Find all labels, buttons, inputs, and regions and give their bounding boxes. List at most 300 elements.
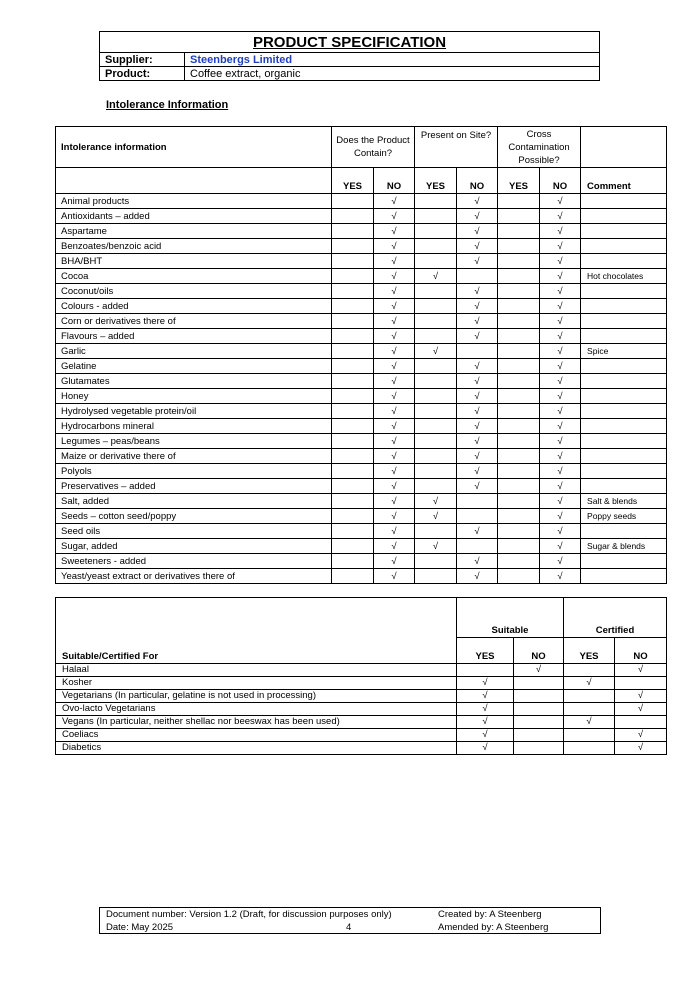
certified-yes-cell (564, 663, 615, 676)
contains-yes-cell (332, 434, 374, 449)
present-no-cell: √ (457, 284, 498, 299)
contains-no-cell: √ (374, 329, 415, 344)
footer-created-by: Created by: A Steenberg (438, 909, 542, 920)
contains-no-cell: √ (374, 314, 415, 329)
cross-yes-cell (498, 209, 540, 224)
yes-header: YES (564, 638, 615, 664)
present-no-cell (457, 269, 498, 284)
contains-no-cell: √ (374, 449, 415, 464)
intolerance-name-cell: Colours - added (56, 299, 332, 314)
intolerance-name-cell: Sweeteners - added (56, 554, 332, 569)
present-no-cell: √ (457, 299, 498, 314)
cross-yes-cell (498, 224, 540, 239)
no-header: NO (540, 168, 581, 194)
certified-no-cell (615, 676, 667, 689)
present-yes-cell (415, 419, 457, 434)
table-row (56, 479, 667, 494)
suitable-group-top (457, 598, 564, 625)
comment-cell (581, 434, 667, 449)
table-row (56, 254, 667, 269)
table-row (56, 419, 667, 434)
contains-no-cell: √ (374, 239, 415, 254)
table-row (56, 344, 667, 359)
footer-doc-number: Document number: Version 1.2 (Draft, for discussion purposes only) (106, 909, 392, 920)
certified-no-cell: √ (615, 741, 667, 754)
page-title: PRODUCT SPECIFICATION (100, 32, 600, 53)
contains-no-cell: √ (374, 539, 415, 554)
cross-no-cell: √ (540, 194, 581, 209)
comment-cell (581, 524, 667, 539)
present-no-cell: √ (457, 359, 498, 374)
contains-yes-cell (332, 299, 374, 314)
footer-page-number: 4 (346, 922, 352, 933)
contains-no-cell: √ (374, 389, 415, 404)
intolerance-name-cell: Legumes – peas/beans (56, 434, 332, 449)
present-yes-cell: √ (415, 509, 457, 524)
yes-header: YES (498, 168, 540, 194)
cross-yes-cell (498, 539, 540, 554)
group-header-contain: Does the Product Contain? (332, 127, 415, 168)
comment-cell (581, 374, 667, 389)
present-yes-cell (415, 404, 457, 419)
present-no-cell: √ (457, 314, 498, 329)
intolerance-name-cell: Polyols (56, 464, 332, 479)
present-no-cell (457, 494, 498, 509)
certified-yes-cell (564, 702, 615, 715)
contains-no-cell: √ (374, 524, 415, 539)
comment-cell (581, 389, 667, 404)
present-yes-cell (415, 524, 457, 539)
yes-header: YES (457, 638, 514, 664)
present-yes-cell (415, 449, 457, 464)
cross-no-cell: √ (540, 269, 581, 284)
suitable-no-cell (514, 689, 564, 702)
present-no-cell: √ (457, 194, 498, 209)
intolerance-name-cell: Hydrolysed vegetable protein/oil (56, 404, 332, 419)
certified-group-header: Certified (564, 624, 667, 638)
present-no-cell: √ (457, 569, 498, 584)
table-row (56, 539, 667, 554)
present-yes-cell (415, 224, 457, 239)
contains-yes-cell (332, 479, 374, 494)
suitable-for-name-cell: Vegetarians (In particular, gelatine is not used in processing) (56, 689, 457, 702)
cross-no-cell: √ (540, 449, 581, 464)
cross-yes-cell (498, 524, 540, 539)
comment-cell (581, 479, 667, 494)
suitable-header-blank (56, 598, 457, 625)
present-no-cell: √ (457, 479, 498, 494)
cross-yes-cell (498, 419, 540, 434)
cross-yes-cell (498, 449, 540, 464)
present-yes-cell: √ (415, 269, 457, 284)
intolerance-name-cell: Benzoates/benzoic acid (56, 239, 332, 254)
cross-yes-cell (498, 494, 540, 509)
spec-header-table (99, 31, 600, 81)
present-no-cell (457, 509, 498, 524)
contains-yes-cell (332, 254, 374, 269)
present-yes-cell (415, 479, 457, 494)
present-no-cell (457, 539, 498, 554)
cross-no-cell: √ (540, 299, 581, 314)
contains-no-cell: √ (374, 194, 415, 209)
present-no-cell: √ (457, 389, 498, 404)
contains-no-cell: √ (374, 359, 415, 374)
certified-yes-cell: √ (564, 676, 615, 689)
cross-yes-cell (498, 389, 540, 404)
table-row (56, 299, 667, 314)
intolerance-column-header: Intolerance information (56, 127, 332, 168)
contains-no-cell: √ (374, 569, 415, 584)
suitable-yes-cell: √ (457, 702, 514, 715)
cross-yes-cell (498, 479, 540, 494)
intolerance-name-cell: Glutamates (56, 374, 332, 389)
suitable-yes-cell: √ (457, 741, 514, 754)
cross-no-cell: √ (540, 329, 581, 344)
cross-no-cell: √ (540, 344, 581, 359)
contains-no-cell: √ (374, 209, 415, 224)
cross-yes-cell (498, 374, 540, 389)
certified-no-cell: √ (615, 689, 667, 702)
certified-no-cell (615, 715, 667, 728)
certified-yes-cell (564, 689, 615, 702)
suitable-yes-cell: √ (457, 689, 514, 702)
footer-date: Date: May 2025 (106, 922, 174, 933)
present-no-cell: √ (457, 329, 498, 344)
comment-cell (581, 239, 667, 254)
suitable-for-name-cell: Vegans (In particular, neither shellac nor beeswax has been used) (56, 715, 457, 728)
cross-no-cell: √ (540, 224, 581, 239)
supplier-label: Supplier: (100, 53, 185, 67)
comment-cell (581, 299, 667, 314)
contains-yes-cell (332, 419, 374, 434)
certified-yes-cell (564, 741, 615, 754)
section-heading: Intolerance Information (106, 99, 229, 111)
certified-no-cell: √ (615, 702, 667, 715)
present-yes-cell (415, 194, 457, 209)
cross-yes-cell (498, 299, 540, 314)
cross-yes-cell (498, 329, 540, 344)
intolerance-name-cell: Coconut/oils (56, 284, 332, 299)
comment-cell: Spice (581, 344, 667, 359)
present-yes-cell (415, 359, 457, 374)
supplier-value: Steenbergs Limited (185, 53, 600, 67)
table-row (56, 449, 667, 464)
contains-no-cell: √ (374, 419, 415, 434)
contains-yes-cell (332, 269, 374, 284)
suitable-no-cell (514, 728, 564, 741)
suitable-yes-cell: √ (457, 676, 514, 689)
present-no-cell: √ (457, 404, 498, 419)
contains-no-cell: √ (374, 254, 415, 269)
cross-no-cell: √ (540, 569, 581, 584)
contains-no-cell: √ (374, 464, 415, 479)
present-yes-cell (415, 374, 457, 389)
intolerance-name-cell: Yeast/yeast extract or derivatives there of (56, 569, 332, 584)
contains-yes-cell (332, 539, 374, 554)
table-row (56, 663, 667, 676)
table-row (56, 702, 667, 715)
cross-no-cell: √ (540, 209, 581, 224)
intolerance-name-cell: Preservatives – added (56, 479, 332, 494)
table-row (56, 676, 667, 689)
comment-cell (581, 194, 667, 209)
contains-yes-cell (332, 194, 374, 209)
intolerance-table (55, 126, 667, 584)
intolerance-name-cell: Sugar, added (56, 539, 332, 554)
present-no-cell: √ (457, 449, 498, 464)
contains-yes-cell (332, 464, 374, 479)
present-no-cell: √ (457, 374, 498, 389)
suitable-no-cell (514, 702, 564, 715)
cross-no-cell: √ (540, 254, 581, 269)
contains-no-cell: √ (374, 224, 415, 239)
intolerance-name-cell: Gelatine (56, 359, 332, 374)
table-row (56, 374, 667, 389)
suitable-yes-cell (457, 663, 514, 676)
cross-yes-cell (498, 509, 540, 524)
present-yes-cell (415, 314, 457, 329)
suitable-yes-cell: √ (457, 715, 514, 728)
no-header: NO (457, 168, 498, 194)
comment-cell (581, 359, 667, 374)
comment-cell (581, 209, 667, 224)
cross-yes-cell (498, 239, 540, 254)
comment-cell (581, 569, 667, 584)
cross-no-cell: √ (540, 419, 581, 434)
intolerance-name-cell: Salt, added (56, 494, 332, 509)
cross-no-cell: √ (540, 434, 581, 449)
cross-yes-cell (498, 254, 540, 269)
intolerance-name-cell: Garlic (56, 344, 332, 359)
cross-no-cell: √ (540, 539, 581, 554)
present-no-cell: √ (457, 464, 498, 479)
product-value: Coffee extract, organic (185, 67, 600, 81)
intolerance-name-cell: Cocoa (56, 269, 332, 284)
suitable-for-name-cell: Diabetics (56, 741, 457, 754)
contains-no-cell: √ (374, 269, 415, 284)
suitable-for-name-cell: Ovo-lacto Vegetarians (56, 702, 457, 715)
table-row (56, 269, 667, 284)
present-yes-cell (415, 554, 457, 569)
present-no-cell: √ (457, 554, 498, 569)
contains-yes-cell (332, 374, 374, 389)
suitable-certified-table (55, 597, 667, 755)
cross-yes-cell (498, 554, 540, 569)
present-yes-cell: √ (415, 494, 457, 509)
contains-yes-cell (332, 224, 374, 239)
present-no-cell: √ (457, 254, 498, 269)
footer-amended-by: Amended by: A Steenberg (438, 922, 549, 933)
contains-yes-cell (332, 344, 374, 359)
suitable-for-name-cell: Kosher (56, 676, 457, 689)
certified-yes-cell (564, 728, 615, 741)
cross-yes-cell (498, 434, 540, 449)
table-row (56, 239, 667, 254)
contains-yes-cell (332, 284, 374, 299)
intolerance-name-cell: BHA/BHT (56, 254, 332, 269)
comment-cell (581, 464, 667, 479)
contains-no-cell: √ (374, 479, 415, 494)
suitable-no-cell (514, 676, 564, 689)
cross-no-cell: √ (540, 479, 581, 494)
table-row (56, 194, 667, 209)
suitable-group-header: Suitable (457, 624, 564, 638)
comment-cell: Salt & blends (581, 494, 667, 509)
contains-yes-cell (332, 314, 374, 329)
cross-yes-cell (498, 404, 540, 419)
comment-cell (581, 554, 667, 569)
suitable-no-cell (514, 715, 564, 728)
certified-no-cell: √ (615, 728, 667, 741)
contains-yes-cell (332, 239, 374, 254)
comment-cell: Sugar & blends (581, 539, 667, 554)
suitable-for-name-cell: Coeliacs (56, 728, 457, 741)
cross-yes-cell (498, 464, 540, 479)
table-row (56, 224, 667, 239)
contains-no-cell: √ (374, 344, 415, 359)
suitable-header-blank-2 (56, 624, 457, 638)
cross-yes-cell (498, 284, 540, 299)
contains-no-cell: √ (374, 494, 415, 509)
contains-no-cell: √ (374, 299, 415, 314)
cross-yes-cell (498, 359, 540, 374)
intolerance-name-cell: Aspartame (56, 224, 332, 239)
table-row (56, 494, 667, 509)
contains-yes-cell (332, 509, 374, 524)
present-no-cell: √ (457, 224, 498, 239)
cross-yes-cell (498, 314, 540, 329)
suitable-for-name-cell: Halaal (56, 663, 457, 676)
comment-cell (581, 224, 667, 239)
contains-yes-cell (332, 449, 374, 464)
table-row (56, 741, 667, 754)
present-yes-cell (415, 389, 457, 404)
intolerance-name-cell: Flavours – added (56, 329, 332, 344)
table-row (56, 404, 667, 419)
cross-no-cell: √ (540, 524, 581, 539)
cross-no-cell: √ (540, 404, 581, 419)
no-header: NO (514, 638, 564, 664)
comment-cell (581, 329, 667, 344)
present-no-cell: √ (457, 434, 498, 449)
contains-no-cell: √ (374, 434, 415, 449)
present-no-cell: √ (457, 419, 498, 434)
intolerance-name-cell: Antioxidants – added (56, 209, 332, 224)
contains-yes-cell (332, 404, 374, 419)
contains-yes-cell (332, 554, 374, 569)
contains-yes-cell (332, 389, 374, 404)
intolerance-name-cell: Animal products (56, 194, 332, 209)
present-yes-cell (415, 254, 457, 269)
contains-no-cell: √ (374, 404, 415, 419)
present-yes-cell (415, 299, 457, 314)
present-yes-cell (415, 464, 457, 479)
cross-yes-cell (498, 344, 540, 359)
document-footer (99, 907, 601, 934)
table-row (56, 329, 667, 344)
contains-no-cell: √ (374, 509, 415, 524)
present-no-cell: √ (457, 209, 498, 224)
table-row (56, 434, 667, 449)
present-yes-cell (415, 569, 457, 584)
present-yes-cell: √ (415, 344, 457, 359)
intolerance-name-cell: Seed oils (56, 524, 332, 539)
table-row (56, 314, 667, 329)
present-yes-cell (415, 329, 457, 344)
comment-cell (581, 449, 667, 464)
contains-no-cell: √ (374, 554, 415, 569)
no-header: NO (615, 638, 667, 664)
comment-cell: Poppy seeds (581, 509, 667, 524)
suitable-no-cell: √ (514, 663, 564, 676)
comment-cell (581, 404, 667, 419)
contains-yes-cell (332, 209, 374, 224)
table-row (56, 524, 667, 539)
table-row (56, 554, 667, 569)
intolerance-subheader-blank (56, 168, 332, 194)
comment-cell (581, 284, 667, 299)
cross-yes-cell (498, 569, 540, 584)
table-row (56, 509, 667, 524)
intolerance-name-cell: Honey (56, 389, 332, 404)
suitable-yes-cell: √ (457, 728, 514, 741)
intolerance-name-cell: Hydrocarbons mineral (56, 419, 332, 434)
present-yes-cell (415, 434, 457, 449)
contains-no-cell: √ (374, 284, 415, 299)
product-label: Product: (100, 67, 185, 81)
contains-no-cell: √ (374, 374, 415, 389)
intolerance-name-cell: Maize or derivative there of (56, 449, 332, 464)
no-header: NO (374, 168, 415, 194)
certified-yes-cell: √ (564, 715, 615, 728)
certified-no-cell: √ (615, 663, 667, 676)
present-no-cell (457, 344, 498, 359)
cross-no-cell: √ (540, 389, 581, 404)
comment-cell (581, 254, 667, 269)
cross-yes-cell (498, 194, 540, 209)
cross-no-cell: √ (540, 314, 581, 329)
table-row (56, 359, 667, 374)
comment-cell (581, 314, 667, 329)
group-header-cross: Cross Contamination Possible? (498, 127, 581, 168)
suitable-column-header: Suitable/Certified For (56, 638, 457, 664)
cross-no-cell: √ (540, 374, 581, 389)
cross-no-cell: √ (540, 554, 581, 569)
suitable-no-cell (514, 741, 564, 754)
contains-yes-cell (332, 329, 374, 344)
cross-no-cell: √ (540, 359, 581, 374)
present-no-cell: √ (457, 524, 498, 539)
yes-header: YES (415, 168, 457, 194)
yes-header: YES (332, 168, 374, 194)
table-row (56, 284, 667, 299)
cross-yes-cell (498, 269, 540, 284)
contains-yes-cell (332, 494, 374, 509)
comment-cell: Hot chocolates (581, 269, 667, 284)
present-no-cell: √ (457, 239, 498, 254)
comment-header-blank (581, 127, 667, 168)
intolerance-name-cell: Corn or derivatives there of (56, 314, 332, 329)
table-row (56, 728, 667, 741)
contains-yes-cell (332, 569, 374, 584)
comment-cell (581, 419, 667, 434)
cross-no-cell: √ (540, 494, 581, 509)
table-row (56, 689, 667, 702)
group-header-present: Present on Site? (415, 127, 498, 168)
contains-yes-cell (332, 524, 374, 539)
intolerance-name-cell: Seeds – cotton seed/poppy (56, 509, 332, 524)
certified-group-top (564, 598, 667, 625)
